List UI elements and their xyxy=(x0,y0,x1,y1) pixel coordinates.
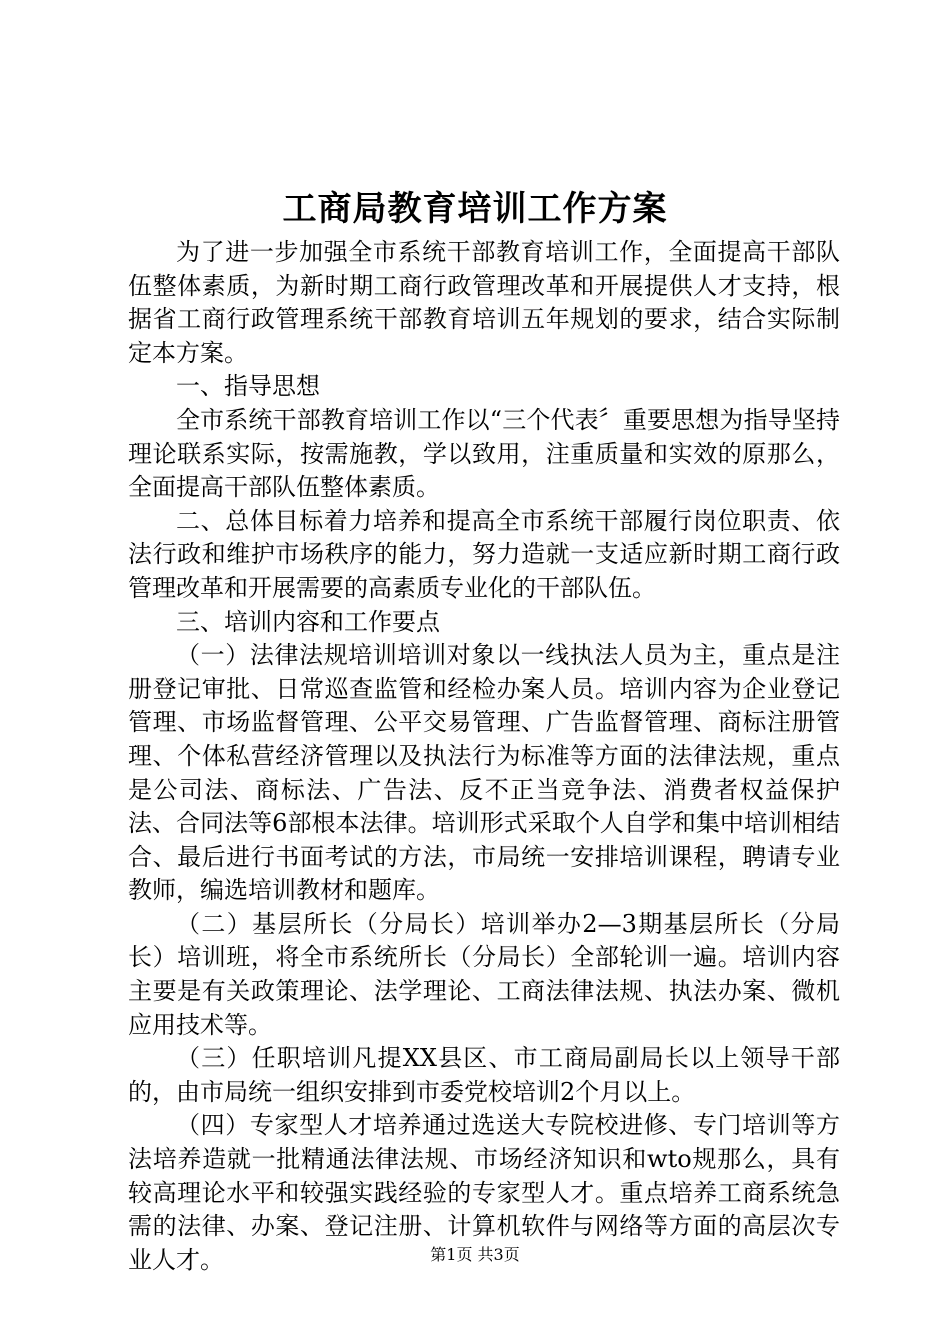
paragraph-guiding-thought: 全市系统干部教育培训工作以“三个代表〞重要思想为指导坚持理论联系实际，按需施教，学以致用，注重质量和实效的原那么，全面提高干部队伍整体素质。 xyxy=(128,405,840,502)
paragraph-law-training: （一）法律法规培训培训对象以一线执法人员为主，重点是注册登记审批、日常巡查监管和经检办案人员。培训内容为企业登记管理、市场监督管理、公平交易管理、广告监督管理、商标注册管理、个体私营经济管理以及执法行为标准等方面的法律法规，重点是公司法、商标法、广告法、反不正当竞争法、消费者权益保护法、合同法等6部根本法律。培训形式采取个人自学和集中培训相结合、最后进行书面考试的方法，市局统一安排培训课程，聘请专业教师，编选培训教材和题库。 xyxy=(128,641,840,905)
heading-training-content: 三、培训内容和工作要点 xyxy=(176,607,440,636)
document-title: 工商局教育培训工作方案 xyxy=(282,189,668,229)
paragraph-expert-training: （四）专家型人才培养通过选送大专院校进修、专门培训等方法培养造就一批精通法律法规、市场经济知识和wto规那么，具有较高理论水平和较强实践经验的专家型人才。重点培养工商系统急需的法律、办案、登记注册、计算机软件与网络等方面的高层次专业人才。 xyxy=(128,1111,840,1274)
page-number-footer: 第1页 共3页 xyxy=(430,1245,520,1264)
paragraph-appointment-training: （三）任职培训凡提XX县区、市工商局副局长以上领导干部的，由市局统一组织安排到市委党校培训2个月以上。 xyxy=(128,1044,840,1106)
heading-guiding-thought: 一、指导思想 xyxy=(176,372,320,401)
paragraph-director-training: （二）基层所长（分局长）培训举办2—3期基层所长（分局长）培训班，将全市系统所长（分局长）全部轮训一遍。培训内容主要是有关政策理论、法学理论、工商法律法规、执法办案、微机应用技术等。 xyxy=(128,909,840,1039)
paragraph-intro: 为了进一步加强全市系统干部教育培训工作，全面提高干部队伍整体素质，为新时期工商行政管理改革和开展提供人才支持，根据省工商行政管理系统干部教育培训五年规划的要求，结合实际制定本方案。 xyxy=(128,238,840,367)
document-body xyxy=(128,236,840,1277)
paragraph-overall-goal: 二、总体目标着力培养和提高全市系统干部履行岗位职责、依法行政和维护市场秩序的能力，努力造就一支适应新时期工商行政管理改革和开展需要的高素质专业化的干部队伍。 xyxy=(128,506,840,602)
